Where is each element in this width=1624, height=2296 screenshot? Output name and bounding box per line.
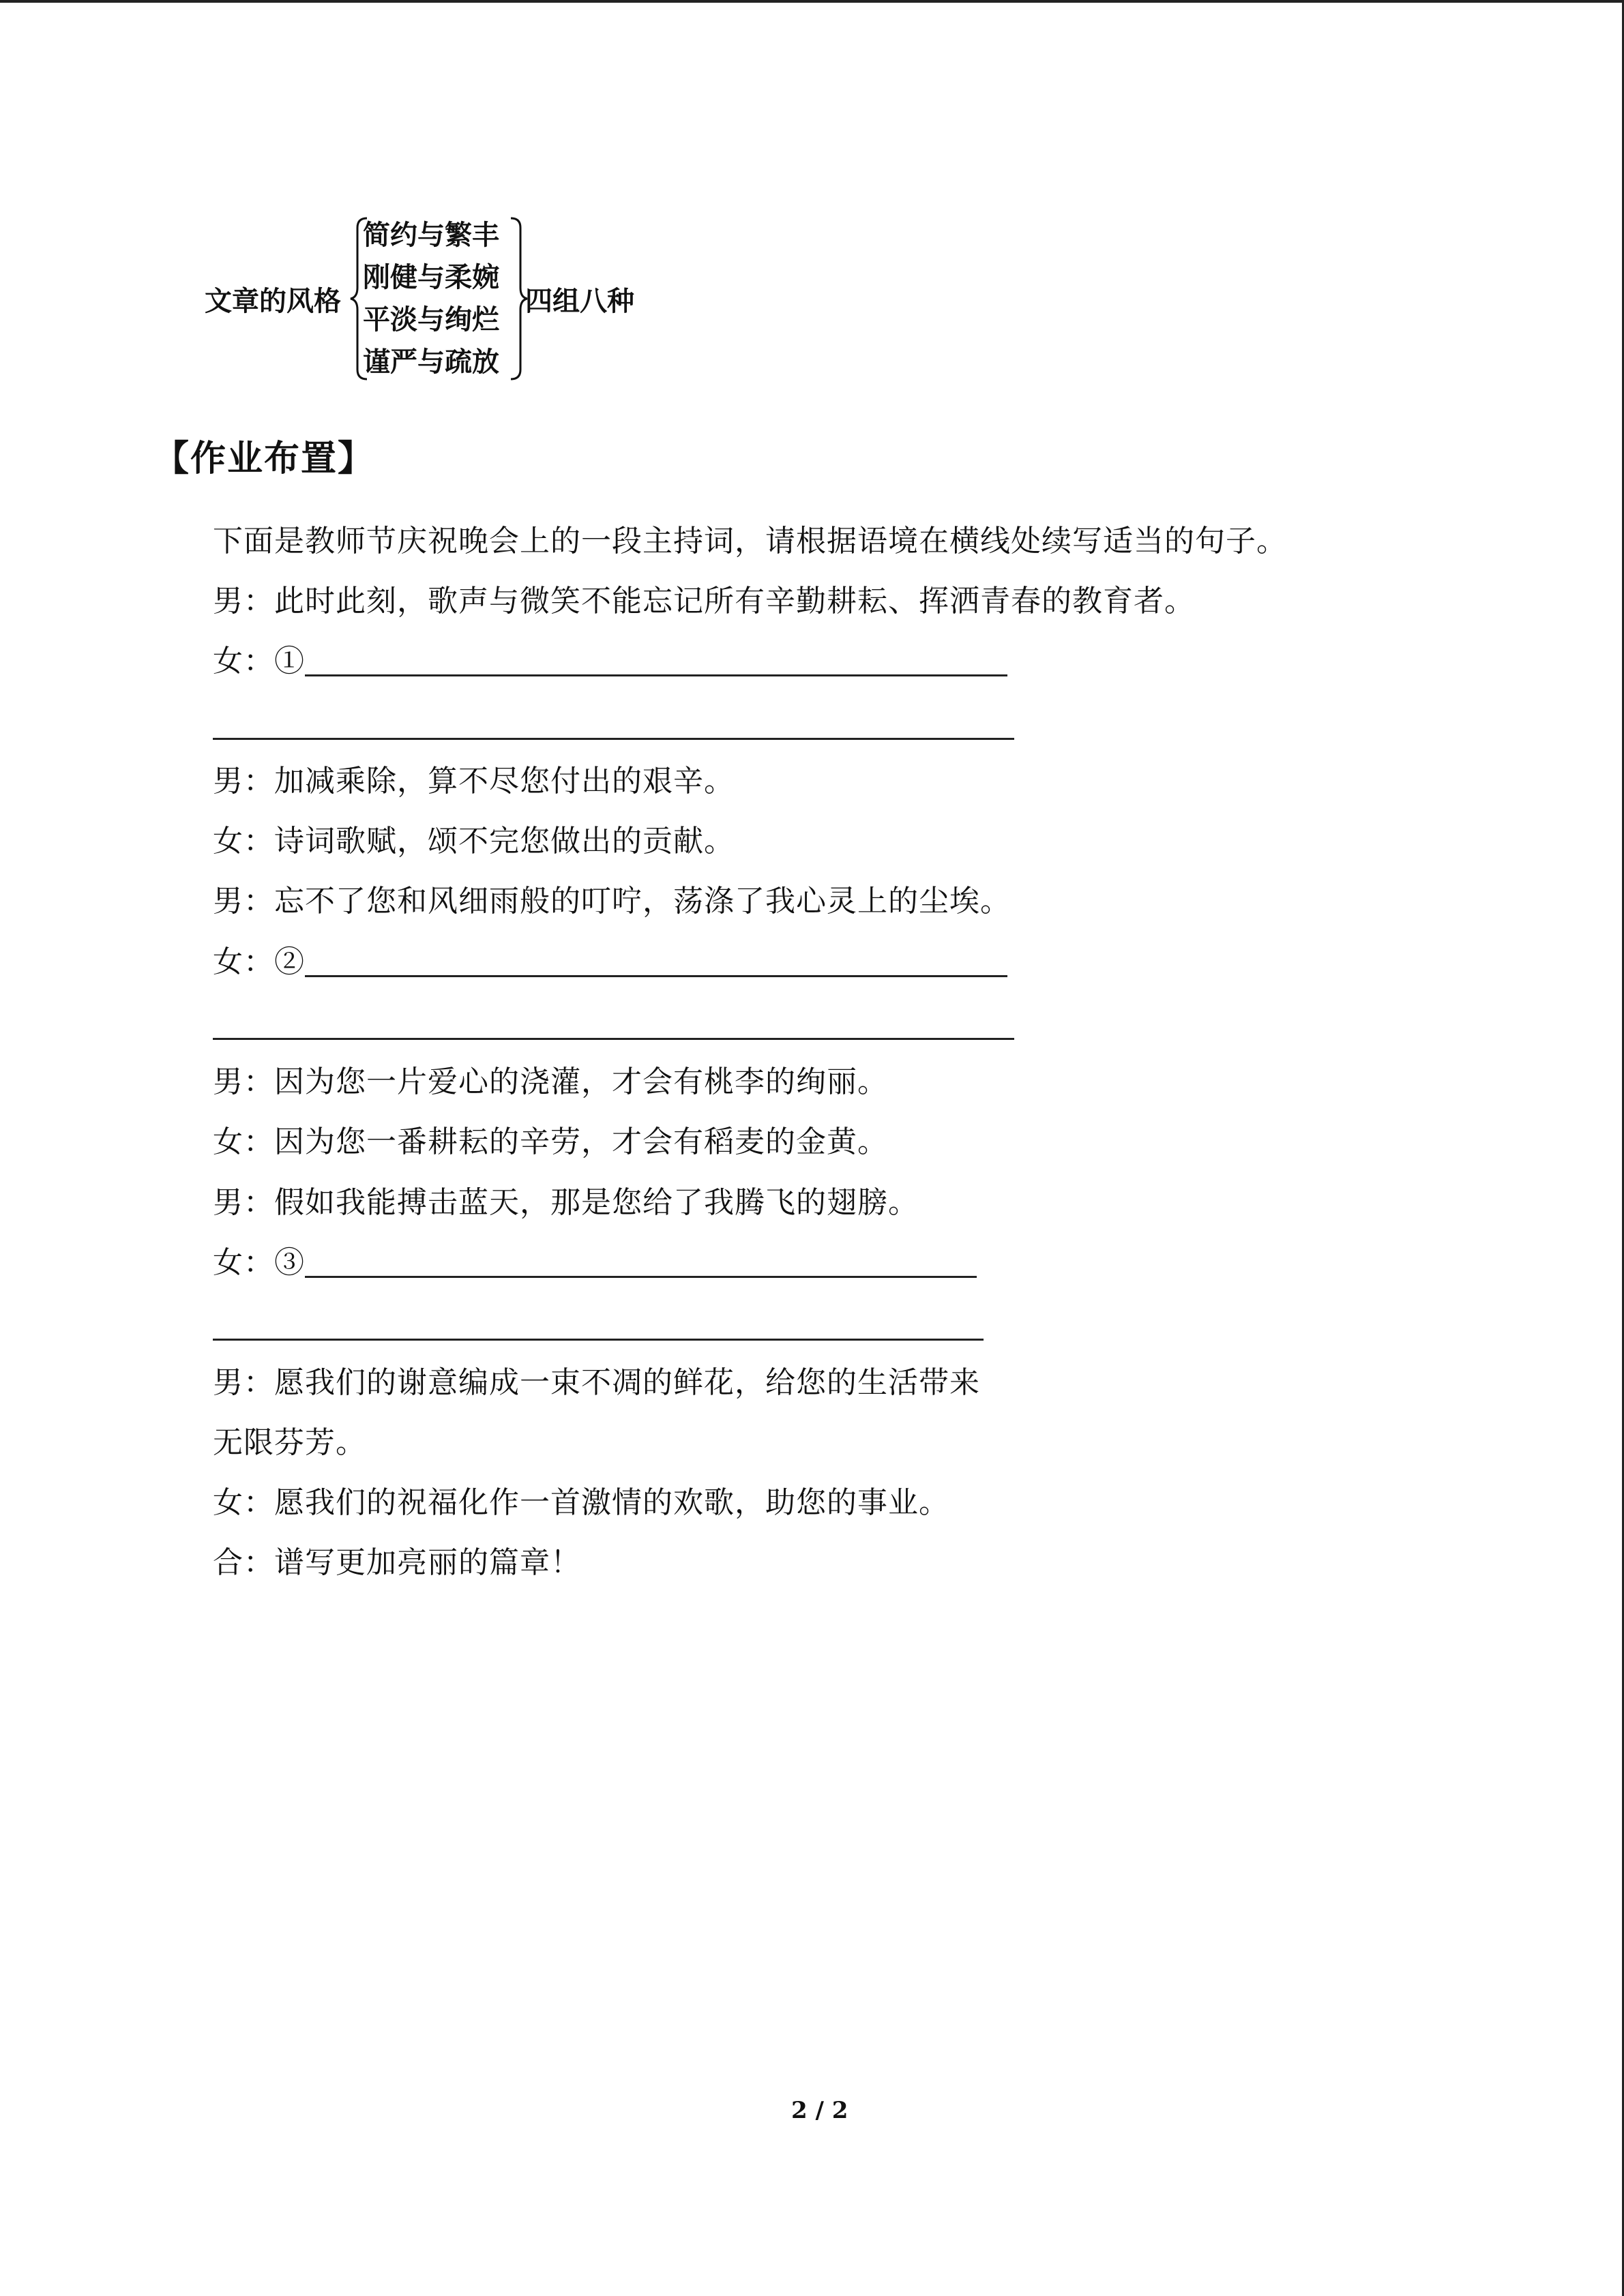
diagram-left-label: 文章的风格 bbox=[205, 285, 341, 317]
answer-blank-3[interactable] bbox=[305, 1249, 977, 1278]
dialogue-line: 男：因为您一片爱心的浇灌，才会有桃李的绚丽。 bbox=[213, 1064, 888, 1099]
dialogue-line: 女：愿我们的祝福化作一首激情的欢歌，助您的事业。 bbox=[213, 1485, 949, 1520]
answer-blank-1-continuation[interactable] bbox=[213, 738, 1014, 740]
diagram-item: 平淡与绚烂 bbox=[363, 303, 499, 336]
diagram-right-label: 四组八种 bbox=[525, 285, 634, 317]
dialogue-line: 女：因为您一番耕耘的辛劳，才会有稻麦的金黄。 bbox=[213, 1124, 888, 1159]
dialogue-line: 合：谱写更加亮丽的篇章！ bbox=[213, 1545, 581, 1580]
page-top-border bbox=[0, 0, 1624, 3]
answer-blank-1[interactable] bbox=[305, 647, 1007, 676]
dialogue-speaker: 女：② bbox=[213, 944, 305, 979]
dialogue-speaker: 女：① bbox=[213, 644, 305, 679]
dialogue-line-blank-1 bbox=[213, 636, 1007, 680]
dialogue-line: 女：诗词歌赋，颂不完您做出的贡献。 bbox=[213, 824, 735, 859]
answer-blank-2[interactable] bbox=[305, 948, 1007, 977]
dialogue-line: 无限芬芳。 bbox=[213, 1425, 366, 1460]
page-number: 2 / 2 bbox=[791, 2097, 848, 2124]
answer-blank-2-continuation[interactable] bbox=[213, 1038, 1014, 1040]
dialogue-line: 男：愿我们的谢意编成一束不凋的鲜花，给您的生活带来 bbox=[213, 1365, 980, 1400]
diagram-item: 谨严与疏放 bbox=[363, 346, 499, 378]
diagram-items bbox=[363, 214, 499, 383]
dialogue-line: 男：此时此刻，歌声与微笑不能忘记所有辛勤耕耘、挥洒青春的教育者。 bbox=[213, 584, 1195, 618]
task-instruction: 下面是教师节庆祝晚会上的一段主持词，请根据语境在横线处续写适当的句子。 bbox=[213, 524, 1287, 558]
section-heading: 【作业布置】 bbox=[153, 438, 375, 479]
diagram-item: 简约与繁丰 bbox=[363, 219, 499, 251]
dialogue-line: 男：加减乘除，算不尽您付出的艰辛。 bbox=[213, 764, 735, 799]
diagram-item: 刚健与柔婉 bbox=[363, 261, 499, 293]
dialogue-line-blank-2 bbox=[213, 937, 1007, 981]
dialogue-speaker: 女：③ bbox=[213, 1245, 305, 1280]
answer-blank-3-continuation[interactable] bbox=[213, 1339, 984, 1341]
dialogue-line: 男：忘不了您和风细雨般的叮咛，荡涤了我心灵上的尘埃。 bbox=[213, 884, 1011, 919]
dialogue-line: 男：假如我能搏击蓝天，那是您给了我腾飞的翅膀。 bbox=[213, 1185, 919, 1220]
dialogue-line-blank-3 bbox=[213, 1238, 977, 1281]
